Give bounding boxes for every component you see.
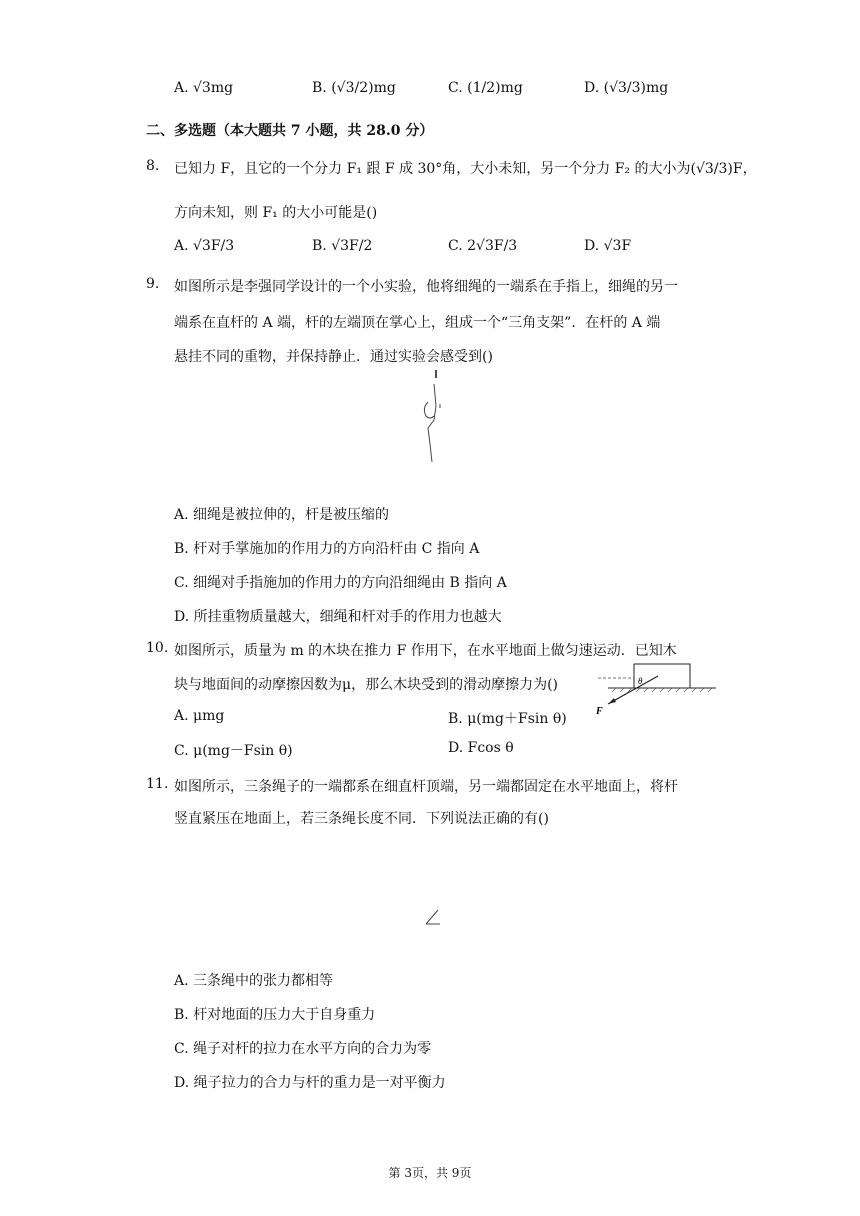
q9-stem-line2: 端系在直杆的 A 端，杆的左端顶在掌心上，组成一个“三角支架”．在杆的 A 端: [174, 315, 661, 331]
q11-rod-figure: [424, 908, 444, 928]
q11-stem-line1: 如图所示，三条绳子的一端都系在细直杆顶端，另一端都固定在水平地面上，将杆: [174, 779, 678, 795]
q10-number: 10.: [146, 640, 169, 656]
q8-option-c: C. 2√3F/3: [448, 238, 518, 254]
q7-option-a: A. √3mg: [174, 80, 234, 96]
q9-number: 9.: [146, 276, 160, 292]
q9-stem-line1: 如图所示是李强同学设计的一个小实验，他将细绳的一端系在手指上，细绳的另一: [174, 279, 678, 295]
q9-option-d: D. 所挂重物质量越大，细绳和杆对手的作用力也越大: [174, 609, 502, 625]
q8-number: 8.: [146, 158, 160, 174]
q10-option-a: A. μmg: [174, 708, 225, 724]
q8-option-d: D. √3F: [584, 238, 632, 254]
q11-option-b: B. 杆对地面的压力大于自身重力: [174, 1007, 376, 1023]
q8-stem-line1: 已知力 F，且它的一个分力 F₁ 跟 F 成 30°角，大小未知，另一个分力 F₂ 的大小为(√3/3)F，: [174, 161, 757, 177]
q10-stem-line2: 块与地面间的动摩擦因数为μ，那么木块受到的滑动摩擦力为(): [174, 677, 559, 693]
q9-hand-figure: [414, 366, 444, 464]
q9-option-a: A. 细绳是被拉伸的，杆是被压缩的: [174, 507, 390, 523]
q7-option-b: B. (√3/2)mg: [312, 80, 396, 96]
q11-option-d: D. 绳子拉力的合力与杆的重力是一对平衡力: [174, 1075, 446, 1091]
q11-number: 11.: [146, 776, 169, 792]
q11-option-c: C. 绳子对杆的拉力在水平方向的合力为零: [174, 1041, 432, 1057]
q9-option-b: B. 杆对手掌施加的作用力的方向沿杆由 C 指向 A: [174, 541, 480, 557]
q11-stem-line2: 竖直紧压在地面上，若三条绳长度不同．下列说法正确的有(): [174, 811, 549, 827]
q8-stem-line2: 方向未知，则 F₁ 的大小可能是(): [174, 205, 378, 221]
q10-stem-line1: 如图所示，质量为 m 的木块在推力 F 作用下，在水平地面上做匀速运动．已知木: [174, 643, 677, 659]
q9-stem-line3: 悬挂不同的重物，并保持静止．通过实验会感受到(): [174, 349, 493, 365]
q10-theta-label: θ: [638, 676, 643, 686]
q7-option-c: C. (1/2)mg: [448, 80, 523, 96]
page-footer: 第 3页，共 9页: [388, 1166, 472, 1180]
q10-option-c: C. μ(mg－Fsin θ): [174, 743, 293, 759]
q8-option-b: B. √3F/2: [312, 238, 373, 254]
q11-option-a: A. 三条绳中的张力都相等: [174, 973, 334, 989]
q8-option-a: A. √3F/3: [174, 238, 235, 254]
q7-option-d: D. (√3/3)mg: [584, 80, 669, 96]
q10-force-label: F: [596, 706, 603, 717]
q10-option-b: B. μ(mg＋Fsin θ): [448, 711, 567, 727]
q10-option-d: D. Fcos θ: [448, 740, 514, 756]
section-heading: 二、多选题（本大题共 7 小题，共 28.0 分）: [146, 123, 434, 139]
q9-option-c: C. 细绳对手指施加的作用力的方向沿细绳由 B 指向 A: [174, 575, 507, 591]
q10-block-figure: [594, 660, 720, 718]
